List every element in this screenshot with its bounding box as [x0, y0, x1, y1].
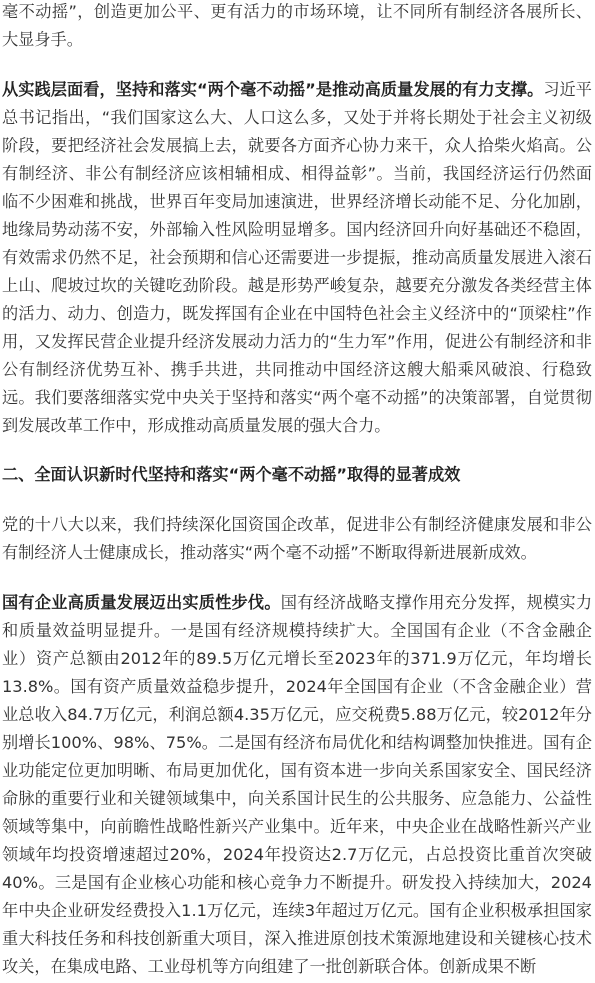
since-18th-congress-text: 党的十八大以来，我们持续深化国资国企改革，促进非公有制经济健康发展和非公有制经济人士健康成长，推动落实“两个毫不动摇”不断取得新进展新成效。: [2, 515, 592, 562]
intro-text: 毫不动摇”，创造更加公平、更有活力的市场环境，让不同所有制经济各展所长、大显身手。: [2, 2, 592, 49]
section-two-heading: 二、全面认识新时代坚持和落实“两个毫不动摇”取得的显著成效: [2, 465, 461, 484]
since-18th-congress-paragraph: [2, 511, 592, 567]
practice-lead-sentence: 从实践层面看，坚持和落实“两个毫不动摇”是推动高质量发展的有力支撑。: [2, 80, 544, 99]
soe-development-paragraph: [2, 589, 592, 981]
practice-body-text: 习近平总书记指出，“我们国家这么大、人口这么多，又处于并将长期处于社会主义初级阶段，要把经济社会发展搞上去，就要各方面齐心协力来干，众人拾柴火焰高。公有制经济、非公有制经济应该相辅相成、相得益彰”。当前，我国经济运行仍然面临不少困难和挑战，世界百年变局加速演进，世界经济增长动能不足、分化加剧，地缘局势动荡不安，外部输入性风险明显增多。国内经济回升向好基础还不稳固，有效需求仍然不足，社会预期和信心还需要进一步提振，推动高质量发展进入滚石上山、爬坡过坎的关键吃劲阶段。越是形势严峻复杂，越要充分激发各类经营主体的活力、动力、创造力，既发挥国有企业在中国特色社会主义经济中的“顶梁柱”作用，又发挥民营企业提升经济发展动力活力的“生力军”作用，促进公有制经济和非公有制经济优势互补、携手共进，共同推动中国经济这艘大船乘风破浪、行稳致远。我们要落细落实党中央关于坚持和落实“两个毫不动摇”的决策部署，自觉贯彻到发展改革工作中，形成推动高质量发展的强大合力。: [2, 80, 592, 435]
soe-lead-sentence: 国有企业高质量发展迈出实质性步伐。: [2, 593, 281, 612]
soe-body-text: 国有经济战略支撑作用充分发挥，规模实力和质量效益明显提升。一是国有经济规模持续扩大。全国国有企业（不含金融企业）资产总额由2012年的89.5万亿元增长至2023年的371.9万亿元，年均增长13.8%。国有资产质量效益稳步提升，2024年全国国有企业（不含金融企业）营业总收入84.7万亿元，利润总额4.35万亿元，应交税费5.88万亿元，较2012年分别增长100%、98%、75%。二是国有经济布局优化和结构调整加快推进。国有企业功能定位更加明晰、布局更加优化，国有资本进一步向关系国家安全、国民经济命脉的重要行业和关键领域集中，向关系国计民生的公共服务、应急能力、公益性领域等集中，向前瞻性战略性新兴产业集中。近年来，中央企业在战略性新兴产业领域年均投资增速超过20%，2024年投资达2.7万亿元，占总投资比重首次突破40%。三是国有企业核心功能和核心竞争力不断提升。研发投入持续加大，2024年中央企业研发经费投入1.1万亿元，连续3年超过万亿元。国有企业积极承担国家重大科技任务和科技创新重大项目，深入推进原创技术策源地建设和关键核心技术攻关，在集成电路、工业母机等方向组建了一批创新联合体。创新成果不断: [2, 593, 593, 976]
practice-paragraph: [2, 76, 592, 440]
intro-paragraph: [2, 0, 592, 54]
